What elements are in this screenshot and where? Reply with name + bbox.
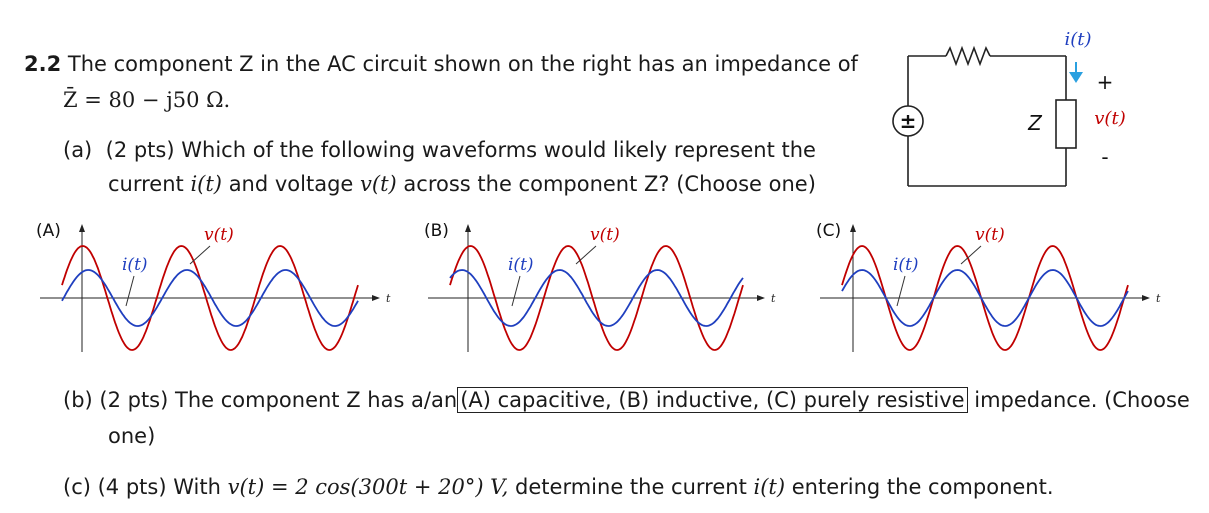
waveform-panel (816, 221, 1161, 352)
circuit-diagram (880, 20, 1160, 200)
component-label: Z (1028, 111, 1042, 135)
label-leader (512, 276, 520, 306)
problem-statement (24, 52, 858, 76)
label-leader (126, 276, 134, 306)
part-a-question: Which of the following waveforms would likely represent the (181, 138, 816, 162)
time-axis-label: t (1156, 292, 1161, 305)
panel-label: (B) (424, 221, 449, 241)
current-symbol: i(t) (190, 172, 222, 196)
part-b-pre: (b) (2 pts) The component Z has a/an (63, 388, 458, 412)
current-arrow-icon (1069, 72, 1083, 83)
axis-arrow-icon (372, 295, 380, 301)
current-wave-label: i(t) (508, 255, 534, 275)
impedance-box (1056, 100, 1076, 148)
part-a-text: and voltage (228, 172, 354, 196)
part-c-mid: determine the current (515, 475, 747, 499)
part-b-post: impedance. (Choose (974, 388, 1190, 412)
waveform-panel (36, 221, 391, 352)
part-b-options: (A) capacitive, (B) inductive, (C) purely resistive (457, 387, 967, 413)
axis-arrow-icon (465, 224, 471, 232)
current-wave-label: i(t) (893, 255, 919, 275)
waveform-panels (0, 210, 1209, 360)
waveform-panel (424, 221, 776, 352)
time-axis-label: t (771, 292, 776, 305)
label-leader (576, 246, 596, 264)
minus-sign: - (1101, 145, 1109, 169)
problem-number: 2.2 (24, 52, 62, 76)
part-c-expression: v(t) = 2 cos(300t + 20°) V, (227, 475, 509, 499)
part-a-text: across the component Z? (Choose one) (403, 172, 816, 196)
label-leader (961, 246, 981, 264)
voltage-wave-label: v(t) (590, 225, 620, 245)
source-symbol: ± (899, 109, 917, 133)
part-a-line1 (63, 138, 816, 162)
voltage-wave-label: v(t) (975, 225, 1005, 245)
circuit-voltage-label: v(t) (1094, 108, 1126, 129)
part-a-label: (a) (63, 138, 93, 162)
panel-label: (C) (816, 221, 842, 241)
label-leader (897, 276, 905, 306)
axis-arrow-icon (79, 224, 85, 232)
axis-arrow-icon (757, 295, 765, 301)
impedance-expression: Z̄ = 80 − j50 Ω. (63, 88, 231, 112)
part-c-line (63, 475, 1054, 499)
panel-label: (A) (36, 221, 61, 241)
part-a-text: current (108, 172, 184, 196)
voltage-wave-label: v(t) (204, 225, 234, 245)
part-c-pre: (c) (4 pts) With (63, 475, 221, 499)
part-a-line2 (108, 172, 816, 196)
part-a-points: (2 pts) (105, 138, 175, 162)
part-c-post: entering the component. (791, 475, 1054, 499)
part-b-line1 (63, 388, 1190, 412)
voltage-symbol: v(t) (360, 172, 397, 196)
axis-arrow-icon (1142, 295, 1150, 301)
time-axis-label: t (386, 292, 391, 305)
part-c-current-symbol: i(t) (753, 475, 786, 499)
part-b-line2: one) (108, 424, 156, 448)
problem-intro: The component Z in the AC circuit shown on the right has an impedance of (67, 52, 858, 76)
resistor-icon (946, 48, 990, 64)
current-wave-label: i(t) (122, 255, 148, 275)
axis-arrow-icon (850, 224, 856, 232)
circuit-current-label: i(t) (1064, 29, 1092, 50)
plus-sign: + (1096, 70, 1114, 94)
label-leader (190, 246, 210, 264)
